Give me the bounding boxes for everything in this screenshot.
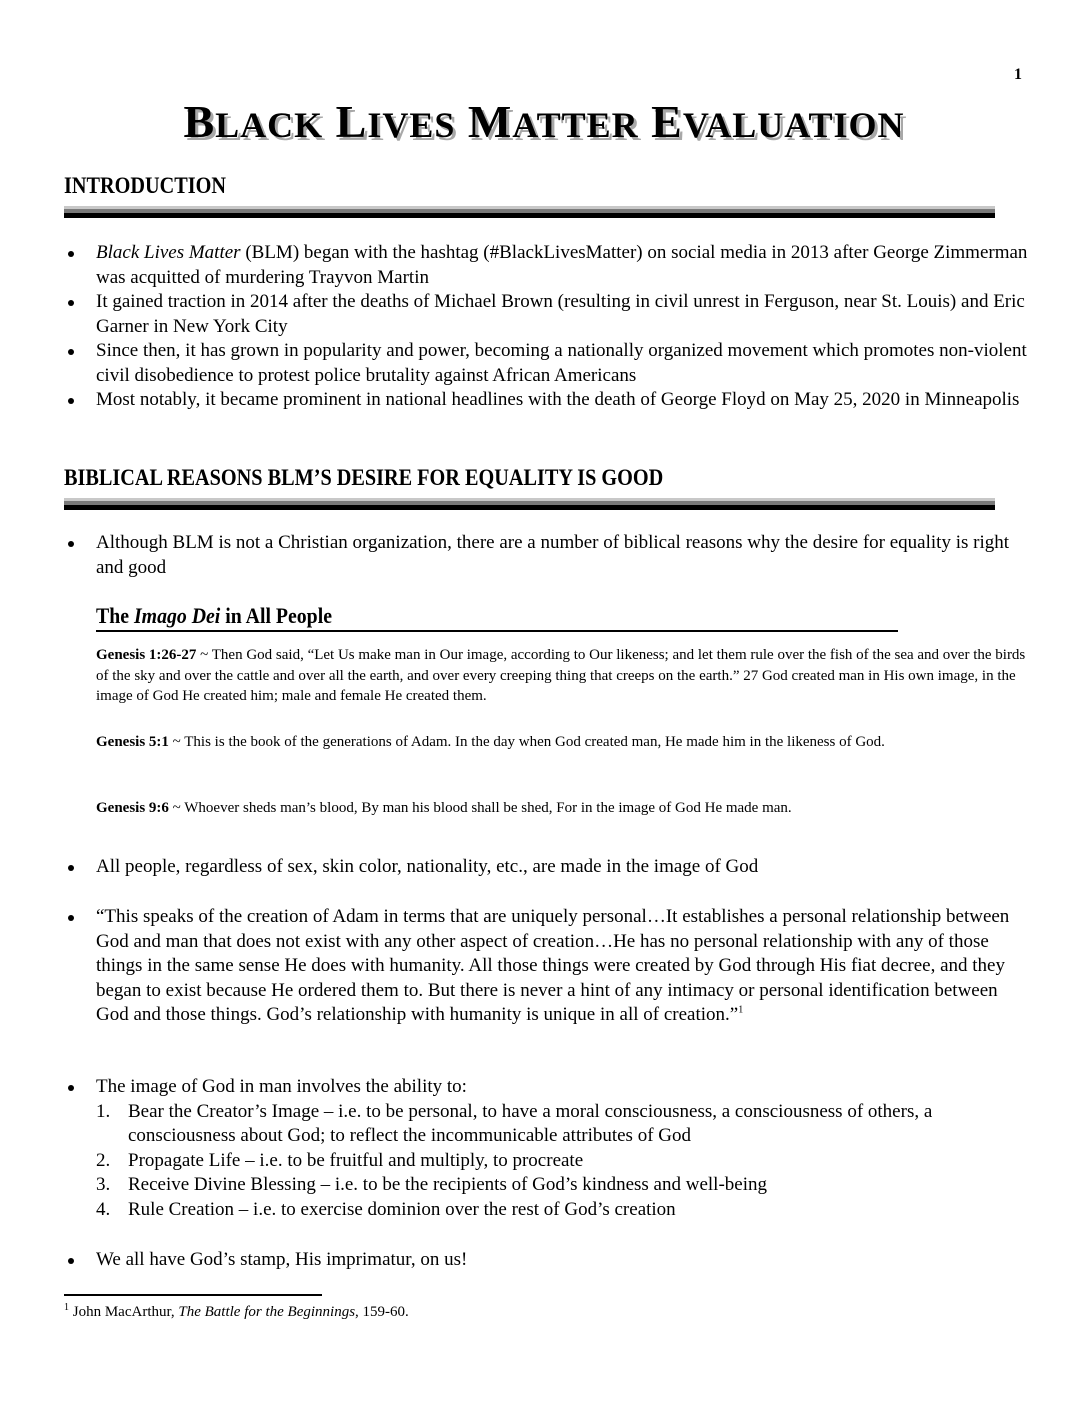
footnote-separator — [64, 1294, 322, 1296]
stamp-list — [64, 1248, 1034, 1273]
title-word: BLACK — [183, 96, 324, 147]
section-heading: INTRODUCTION — [64, 173, 226, 198]
list-item: Most notably, it became prominent in national headlines with the death of George Floyd on May 25, 2020 in Minneapolis — [64, 388, 1034, 413]
list-item: Although BLM is not a Christian organization, there are a number of biblical reasons why the desire for equality is right and good — [64, 531, 1034, 580]
list-item: It gained traction in 2014 after the deaths of Michael Brown (resulting in civil unrest in Ferguson, near St. Louis) and Eric Garner in New York City — [64, 290, 1034, 339]
bullet-icon — [68, 865, 74, 871]
bullet-icon — [68, 251, 74, 257]
bullet-icon — [68, 1258, 74, 1264]
bullet-icon — [68, 1085, 74, 1091]
verse-reference: Genesis 9:6 — [96, 800, 169, 816]
list-item: The image of God in man involves the ability to: 1. Bear the Creator’s Image – i.e. to be personal, to have a moral consciousness, a consciousness of others, a consciousness about God; to reflect the incommunicable attributes of God 2. Propagate Life – i.e. to be fruitful and multiply, to procreate 3. Receive Divine Blessing – i.e. to be the recipients of God’s kindness and well-being 4. Rule Creation – i.e. to exercise dominion over the rest of God’s creation — [64, 1075, 1034, 1222]
numbered-item: 2. Propagate Life – i.e. to be fruitful and multiply, to procreate — [96, 1149, 584, 1171]
bullet-icon — [68, 349, 74, 355]
numbered-item: 3. Receive Divine Blessing – i.e. to be the recipients of God’s kindness and well-being — [96, 1174, 767, 1195]
verse-reference: Genesis 5:1 — [96, 734, 169, 750]
list-item: We all have God’s stamp, His imprimatur, on us! — [64, 1248, 1034, 1273]
footnote-mark: 1 — [64, 1302, 69, 1313]
footnote-reference[interactable]: 1 — [738, 1004, 744, 1016]
quote-list — [64, 905, 1034, 1028]
section-heading: BIBLICAL REASONS BLM’S DESIRE FOR EQUALITY IS GOOD — [64, 465, 664, 490]
bullet-icon — [68, 915, 74, 921]
numbered-item: 1. Bear the Creator’s Image – i.e. to be personal, to have a moral consciousness, a consciousness of others, a consciousness about God; to reflect the incommunicable attributes of God — [96, 1100, 933, 1146]
section-biblical-reasons-header — [64, 464, 995, 510]
subsection-heading-imago-dei: The Imago Dei in All People — [96, 602, 898, 632]
numbered-item: 4. Rule Creation – i.e. to exercise dominion over the rest of God’s creation — [96, 1198, 676, 1220]
page-number: 1 — [1014, 66, 1022, 83]
section-rule — [64, 498, 995, 510]
list-item: Black Lives Matter (BLM) began with the hashtag (#BlackLivesMatter) on social media in 2013 after George Zimmerman was acquitted of murdering Trayvon Martin — [64, 241, 1034, 290]
abilities-list — [64, 1075, 1034, 1222]
bullet-icon — [68, 541, 74, 547]
verse-reference: Genesis 1:26-27 — [96, 647, 197, 663]
bullet-icon — [68, 398, 74, 404]
title-word: EVALUATION — [651, 96, 905, 147]
section-introduction-header — [64, 172, 995, 218]
list-item: “This speaks of the creation of Adam in terms that are uniquely personal…It establishes a personal relationship between God and man that does not exist with any other aspect of creation…He has no personal relationship with any of those things in the same sense He does with humanity. All those things were created by God through His fiat decree, and they began to exist because He ordered them to. But there is never a hint of any intimacy or personal identification between God and those things. God’s relationship with humanity is unique in all of creation.”$^1$ — [64, 905, 1034, 1028]
section-rule — [64, 206, 995, 218]
list-item: All people, regardless of sex, skin color, nationality, etc., are made in the image of God — [64, 855, 1034, 880]
imago-dei-list — [64, 855, 1034, 880]
title-word: MATTER — [467, 96, 639, 147]
abilities-numbered-list — [96, 1100, 1034, 1223]
bullet-icon — [68, 300, 74, 306]
list-item: Since then, it has grown in popularity and power, becoming a nationally organized movement which promotes non-violent civil disobedience to protest police brutality against African Americans — [64, 339, 1034, 388]
biblical-intro-list — [64, 531, 1034, 580]
scripture-verse: Genesis 9:6 ~ Whoever sheds man’s blood, By man his blood shall be shed, For in the image of God He made man. — [96, 800, 792, 816]
title-word: LIVES — [335, 96, 456, 147]
scripture-verse: Genesis 1:26-27 ~ Then God said, “Let Us make man in Our image, according to Our likeness; and let them rule over the fish of the sea and over the birds of the sky and over the cattle and over all the earth, and over every creeping thing that creeps on the earth.” 27 God created man in His own image, in the image of God He created him; male and female He created them. — [96, 647, 1026, 704]
footnote: $^1$ John MacArthur, The Battle for the Beginnings, 159-60. — [64, 1302, 409, 1320]
document-title — [0, 92, 1088, 155]
introduction-list — [64, 241, 1034, 413]
scripture-verse: Genesis 5:1 ~ This is the book of the generations of Adam. In the day when God created man, He made him in the likeness of God. — [96, 734, 885, 750]
footnote-book-title: The Battle for the Beginnings — [178, 1304, 356, 1320]
